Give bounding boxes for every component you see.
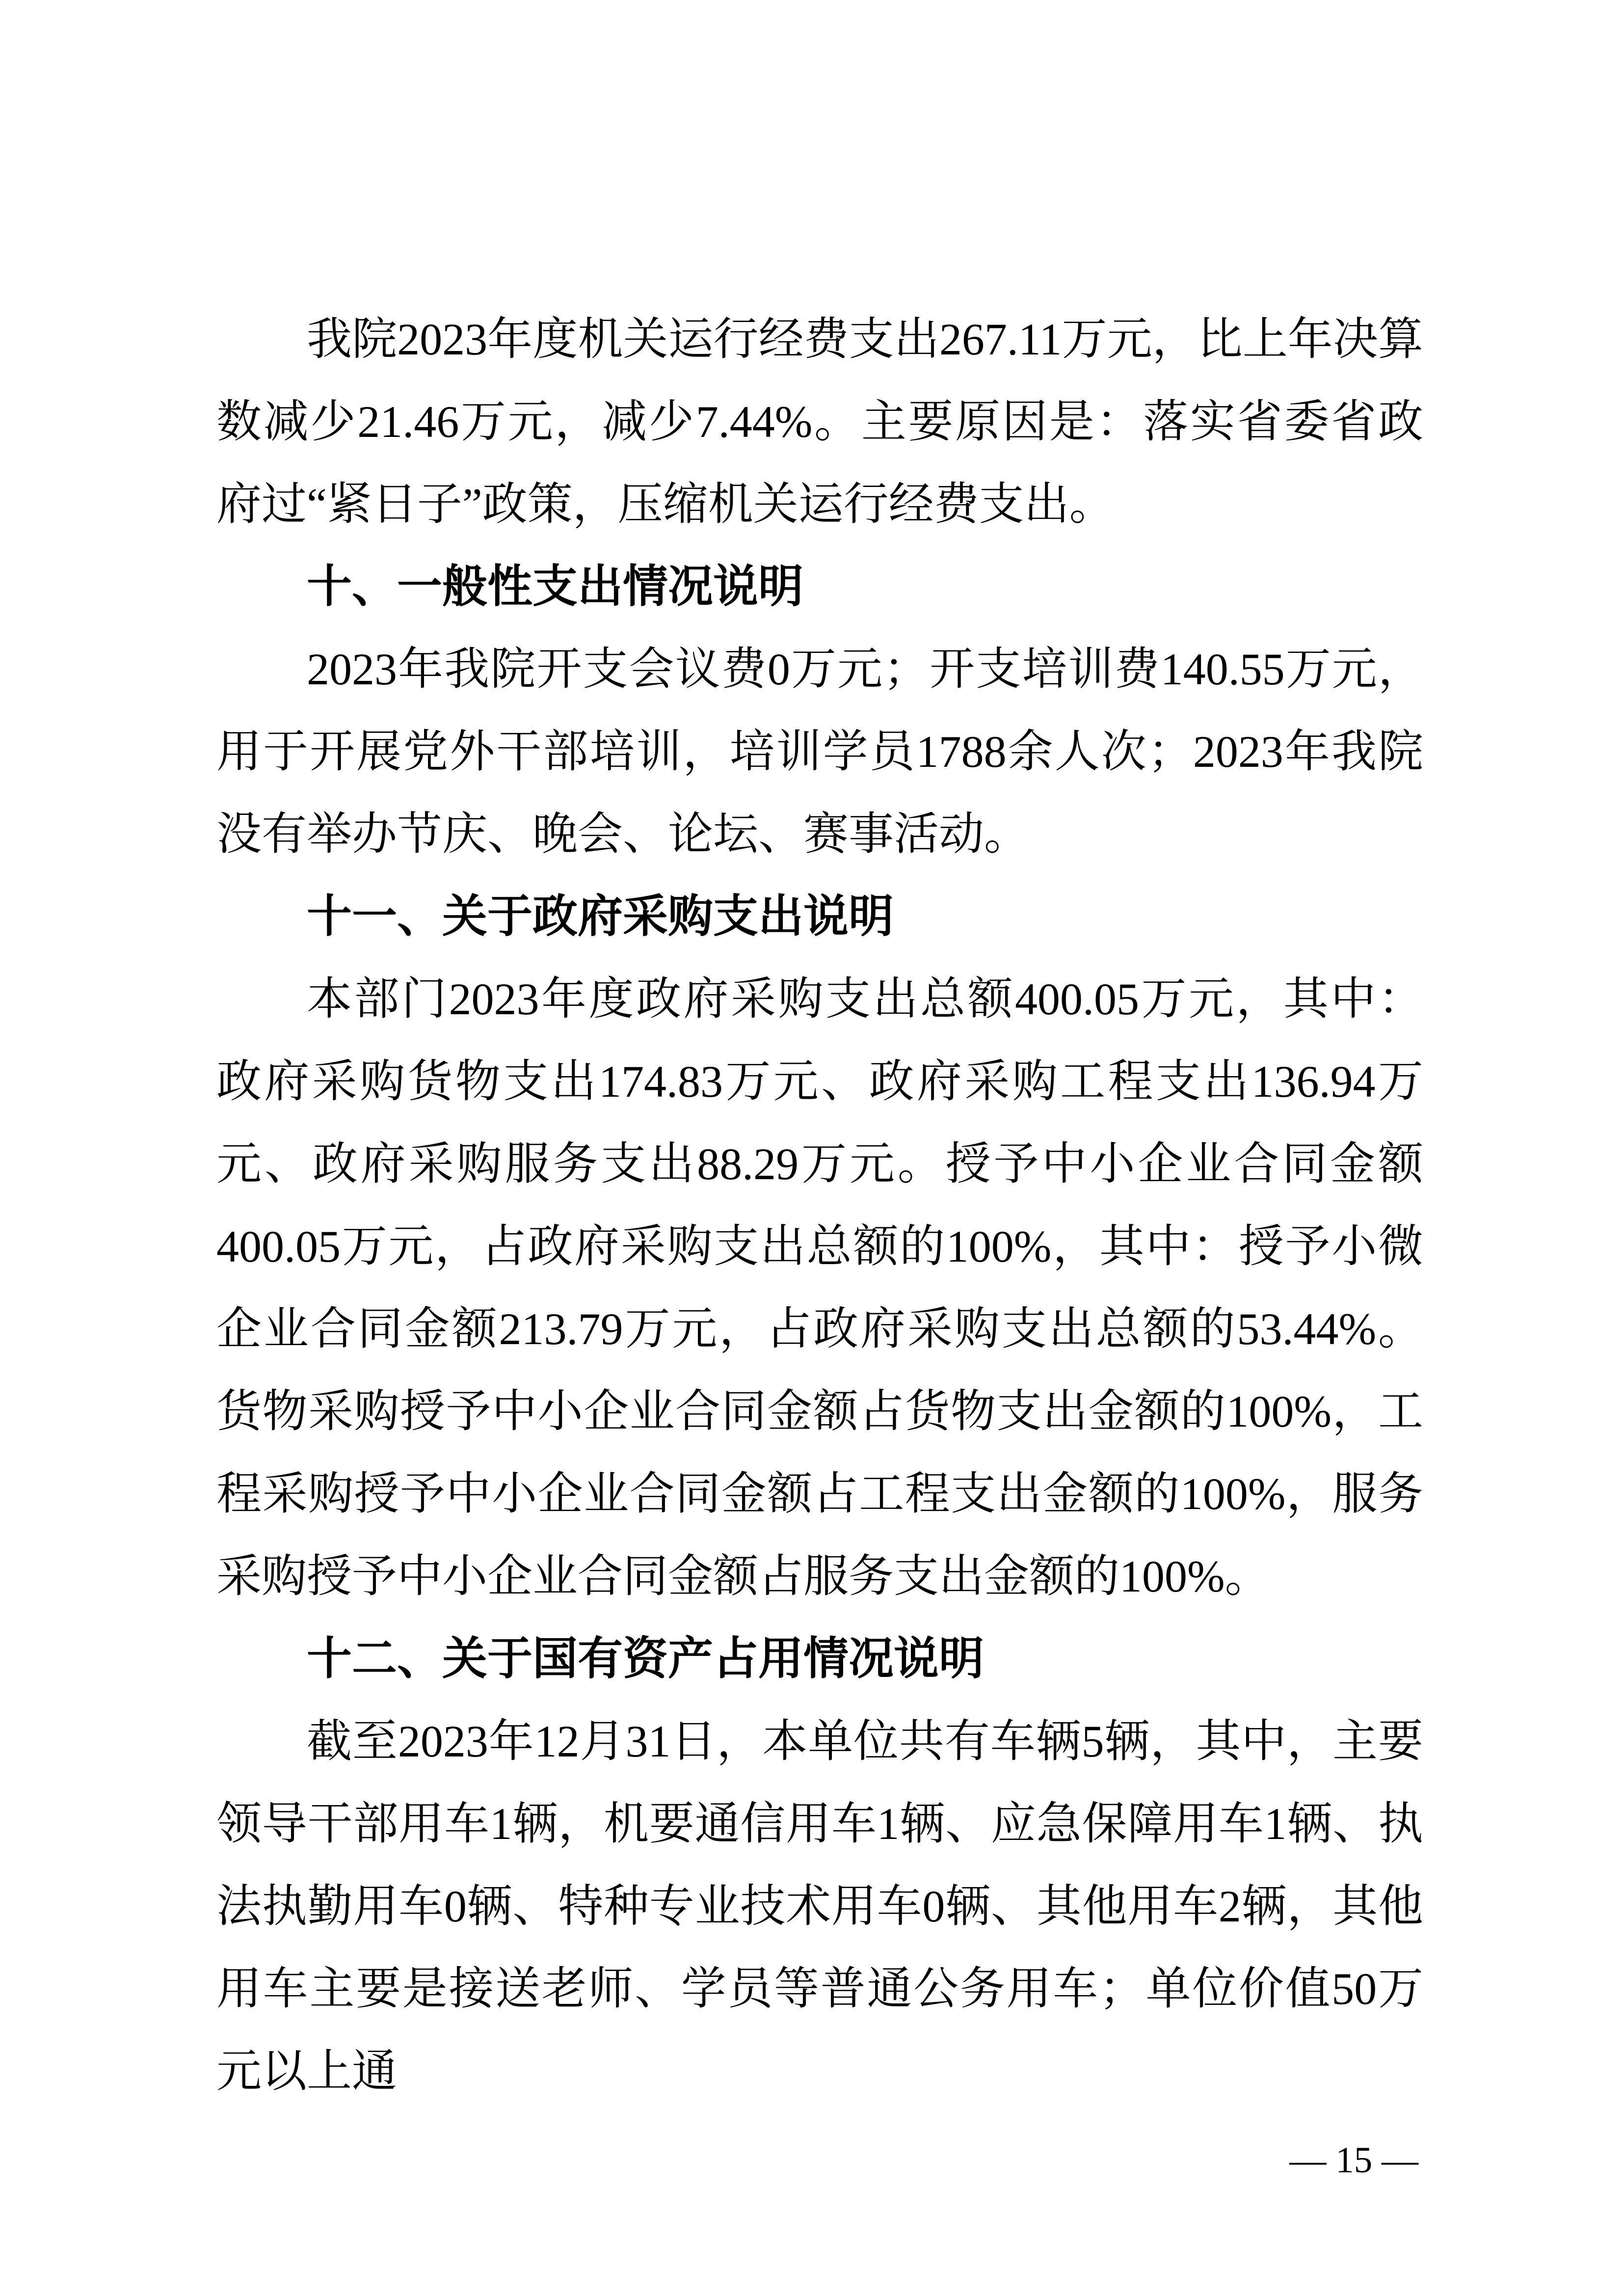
page-number: — 15 — bbox=[1289, 2140, 1418, 2181]
paragraph-gov-procurement: 本部门2023年度政府采购支出总额400.05万元，其中：政府采购货物支出174.83万元、政府采购工程支出136.94万元、政府采购服务支出88.29万元。授予中小企业合同金额400.05万元，占政府采购支出总额的100%，其中：授予小微企业合同金额213.79万元，占政府采购支出总额的53.44%。货物采购授予中小企业合同金额占货物支出金额的100%，工程采购授予中小企业合同金额占工程支出金额的100%，服务采购授予中小企业合同金额占服务支出金额的100%。 bbox=[216, 974, 1423, 1601]
paragraph-general-expense: 2023年我院开支会议费0万元；开支培训费140.55万元，用于开展党外干部培训，培训学员1788余人次；2023年我院没有举办节庆、晚会、论坛、赛事活动。 bbox=[216, 644, 1423, 859]
heading-section-11-gov-procurement: 十一、关于政府采购支出说明 bbox=[307, 891, 894, 942]
document-content bbox=[216, 298, 1423, 2112]
paragraph-operating-expense: 我院2023年度机关运行经费支出267.11万元，比上年决算数减少21.46万元，减少7.44%。主要原因是：落实省委省政府过“紧日子”政策，压缩机关运行经费支出。 bbox=[216, 314, 1423, 529]
paragraph-state-assets: 截至2023年12月31日，本单位共有车辆5辆，其中，主要领导干部用车1辆，机要通信用车1辆、应急保障用车1辆、执法执勤用车0辆、特种专业技术用车0辆、其他用车2辆，其他用车主要是接送老师、学员等普通公务用车；单位价值50万元以上通 bbox=[216, 1716, 1423, 2096]
heading-section-12-state-assets: 十二、关于国有资产占用情况说明 bbox=[307, 1634, 984, 1684]
heading-section-10-general-expense: 十、一般性支出情况说明 bbox=[307, 562, 804, 612]
